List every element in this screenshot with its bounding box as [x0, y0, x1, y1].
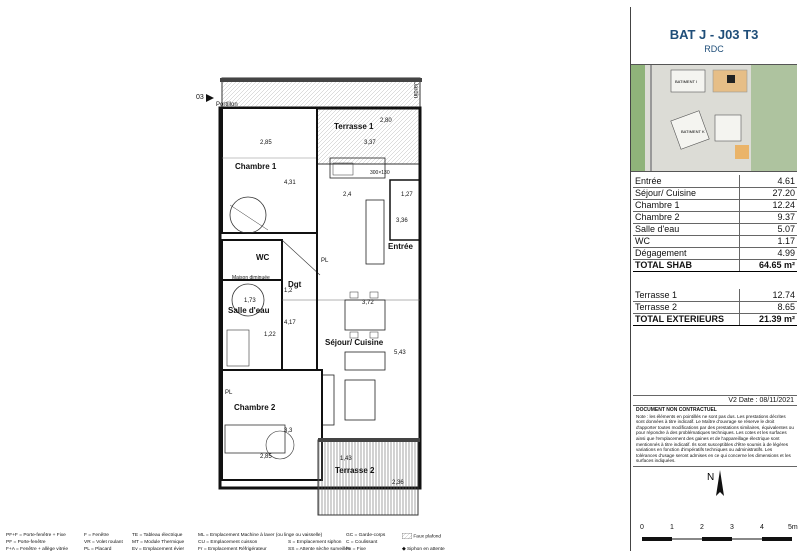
- table-row: Terrasse 1 12.74: [635, 289, 795, 300]
- dim-label: 1,73: [244, 298, 256, 304]
- legend-item: MT = Module Thermique: [132, 540, 185, 545]
- total-shab-row: TOTAL SHAB 64.65 m²: [635, 260, 795, 270]
- scale-ruler: [640, 534, 800, 544]
- salle-deau-label: Salle d'eau: [228, 306, 270, 315]
- surface-table: [633, 175, 797, 272]
- dim-label: 4,17: [284, 320, 296, 326]
- legend-item: GC = Garde-corps: [346, 533, 386, 538]
- legend-item: Ev = Emplacement évier: [132, 547, 185, 552]
- table-row: Chambre 1 12.24: [635, 200, 795, 210]
- disclaimer-heading: DOCUMENT NON CONTRACTUEL: [636, 407, 717, 413]
- floor-plan: [180, 70, 440, 530]
- legend-item: SS = Attente sèche surveillée: [288, 547, 351, 552]
- chambre-2-label: Chambre 2: [234, 403, 276, 412]
- scale-tick-label: 2: [700, 524, 704, 531]
- map-label: BATIMENT K: [681, 129, 705, 134]
- scale-tick-label: 0: [640, 524, 644, 531]
- apartment-title: BAT J - J03 T3: [669, 27, 759, 42]
- svg-text:N: N: [707, 472, 715, 483]
- placard-2-label: PL: [321, 258, 329, 264]
- dgt-label: Dgt: [288, 280, 302, 289]
- maison-label: Maison diminuée: [232, 275, 270, 281]
- legend-item: PF+F = Porte-fenêtre + Fixe: [6, 533, 66, 538]
- jardin-label: Jardin: [412, 82, 418, 99]
- legend-item: S = Emplacement siphon: [288, 540, 342, 545]
- terrasse-2-label: Terrasse 2: [335, 466, 375, 475]
- table-row: Entrée 4.61: [635, 175, 795, 186]
- dim-label: 5,43: [394, 350, 406, 356]
- table-row: Séjour/ Cuisine 27.20: [635, 188, 795, 198]
- info-panel: [630, 7, 796, 551]
- disclaimer-text: Note : les éléments en pointillés ne sont pas dus. Les prestations décrites sont données à titre indicatif. Le Maître d'ouvrage se réserve le droit d'apporter toutes modifications par des prestations similaires, équivalentes ou pour répondre à des problématiques techniques. Les cotes et les surfaces ainsi que l'emplacement des gaines et de l'appareillage électrique sont mentionnés à titre indicatif. Ils sont susceptibles d'être soumis à de légères variations en fonction d'impératifs techniques ou administratifs. Les tolérances d'usage seront admises en ce qui concerne les dimensions et les surfaces indiquées.: [636, 413, 794, 464]
- legend-item: ML = Emplacement Machine à laver (ou linge ou vaisselle): [198, 533, 323, 538]
- site-map: [631, 64, 797, 172]
- legend-item: ◆ Siphon en attente: [402, 547, 445, 552]
- plan-marker: 03: [196, 94, 204, 101]
- terrasse-2-area: [318, 440, 418, 515]
- box-dimension: 300×130: [370, 170, 390, 176]
- dim-label: 2,4: [343, 192, 352, 198]
- scale-tick-label: 4: [760, 524, 764, 531]
- legend-item: Faux plafond: [402, 533, 441, 540]
- table-row: Chambre 2 9.37: [635, 212, 795, 222]
- dim-label: 3,3: [284, 428, 293, 434]
- dim-label: 2,85: [260, 140, 272, 146]
- disclaimer: [633, 406, 797, 467]
- dim-label: 3,36: [396, 218, 408, 224]
- table-row: Dégagement 4.99: [635, 248, 795, 258]
- dim-label: 2,36: [392, 480, 404, 486]
- scale-tick-label: 1: [670, 524, 674, 531]
- legend: [6, 533, 476, 557]
- exterior-table: [633, 289, 797, 326]
- dim-label: 1,27: [401, 192, 413, 198]
- dim-label: 4,31: [284, 180, 296, 186]
- faux-plafond-icon: [402, 533, 412, 539]
- dim-label: 1,2: [284, 288, 293, 294]
- legend-item: TE = Tableau électrique: [132, 533, 183, 538]
- title-box: [631, 7, 797, 62]
- table-row: WC 1.17: [635, 236, 795, 246]
- dim-label: 2,80: [380, 118, 392, 124]
- sejour-cuisine-label: Séjour/ Cuisine: [325, 338, 384, 347]
- dim-label: 1,22: [264, 332, 276, 338]
- legend-item: CU = Emplacement cuisson: [198, 540, 258, 545]
- portillon-label: Portillon: [216, 102, 238, 108]
- legend-item: F = Fenêtre: [84, 533, 109, 538]
- chambre-1-label: Chambre 1: [235, 162, 277, 171]
- legend-item: Fr = Emplacement Réfrigérateur: [198, 547, 267, 552]
- legend-item: PF = Porte-fenêtre: [6, 540, 46, 545]
- entree-label: Entrée: [388, 242, 413, 251]
- wc-label: WC: [256, 253, 270, 262]
- legend-item: VR = Volet roulant: [84, 540, 123, 545]
- terrasse-1-label: Terrasse 1: [334, 122, 374, 131]
- scale-bar: [640, 524, 800, 554]
- version-date: V2 Date : 08/11/2021: [633, 395, 797, 406]
- table-row: Salle d'eau 5.07: [635, 224, 795, 234]
- legend-item: F+A = Fenêtre + allège vitrée: [6, 547, 68, 552]
- dim-label: 1,43: [340, 456, 352, 462]
- scale-tick-label: 3: [730, 524, 734, 531]
- total-exterieurs-row: TOTAL EXTERIEURS 21.39 m²: [635, 314, 795, 324]
- floor-level: RDC: [704, 44, 724, 54]
- dim-label: 3,72: [362, 300, 374, 306]
- placard-1-label: PL: [225, 390, 233, 396]
- dim-label: 3,37: [364, 140, 376, 146]
- scale-tick-label: 5m: [788, 524, 798, 531]
- legend-item: Fx = Fixe: [346, 547, 366, 552]
- floor-plan-drawing: [180, 70, 440, 530]
- map-label: BATIMENT I: [675, 79, 698, 84]
- table-row: Terrasse 2 8.65: [635, 302, 795, 312]
- dim-label: 2,85: [260, 454, 272, 460]
- legend-item: PL = Placard: [84, 547, 112, 552]
- legend-item: C = Coulissant: [346, 540, 378, 545]
- siphon-icon: ◆: [402, 547, 406, 552]
